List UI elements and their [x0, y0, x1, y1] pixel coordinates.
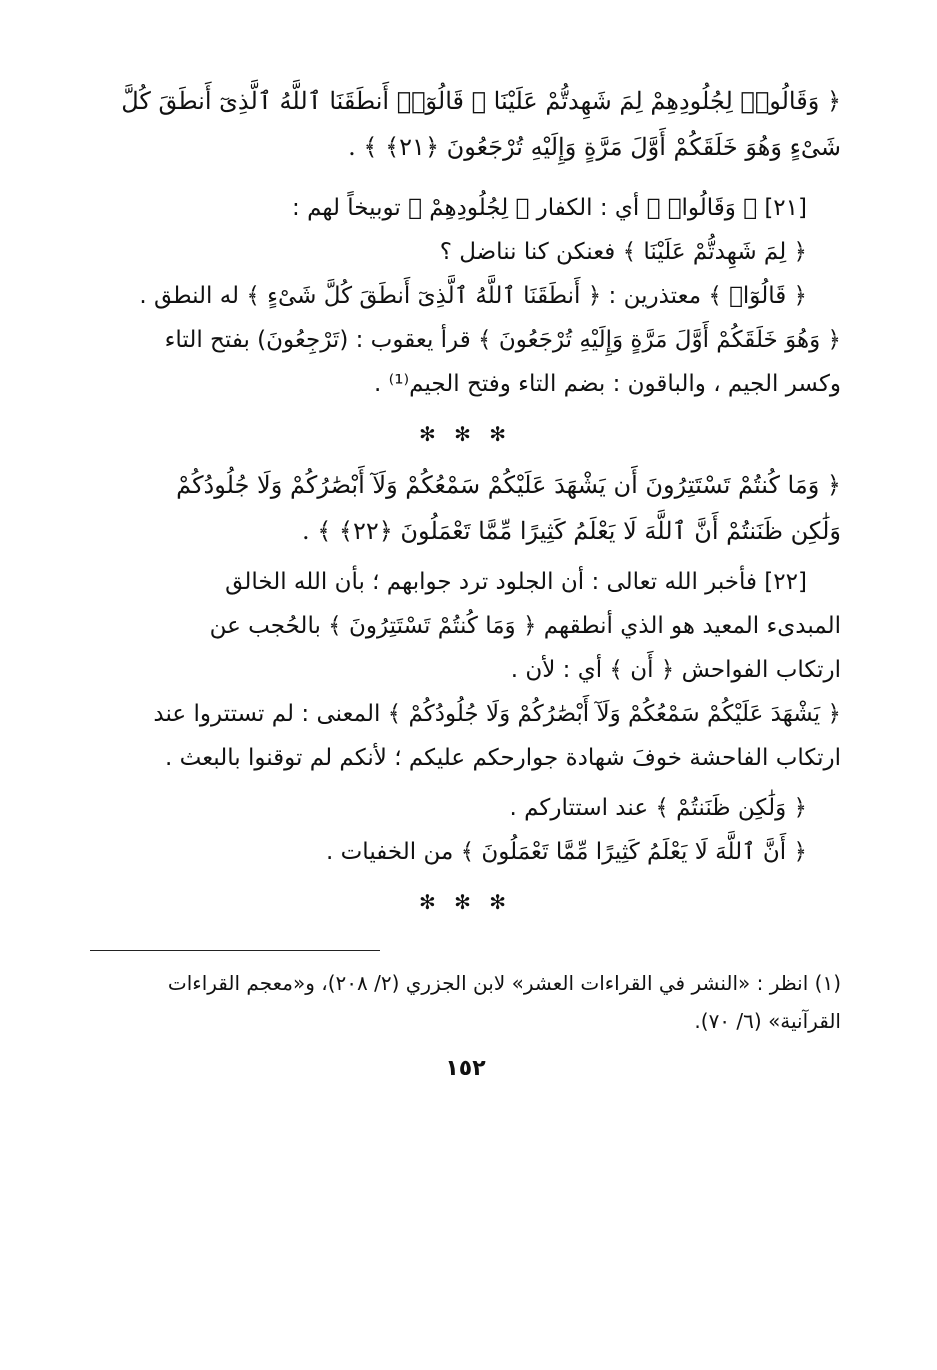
commentary-21-line-4: ﴿ وَهُوَ خَلَقَكُمْ أَوَّلَ مَرَّةٍ وَإِلَيْهِ تُرْجَعُونَ ﴾ قرأ يعقوب : (تَرْجِعُونَ) بفتح التاء — [164, 327, 841, 353]
commentary-21-line-1: [٢١] ﴿ وَقَالُوا۟ ﴾ أي : الكفار ﴿ لِجُلُودِهِمْ ﴾ توبيخاً لهم : — [292, 195, 807, 221]
commentary-22-line-2: المبدىء المعيد هو الذي أنطقهم ﴿ وَمَا كُنتُمْ تَسْتَتِرُونَ ﴾ بالحُجب عن — [209, 613, 841, 639]
verse-22-line-1: ﴿ وَمَا كُنتُمْ تَسْتَتِرُونَ أَن يَشْهَدَ عَلَيْكُمْ سَمْعُكُمْ وَلَآ أَبْصَٰرُكُمْ وَلَا جُلُودُكُمْ — [176, 471, 841, 499]
section-separator: ✻ ✻ ✻ — [419, 422, 512, 446]
section-separator-2: ✻ ✻ ✻ — [419, 890, 512, 914]
commentary-22-line-5: ارتكاب الفاحشة خوفَ شهادة جوارحكم عليكم ؛ لأنكم لم توقنوا بالبعث . — [164, 745, 841, 771]
page-number: ١٥٢ — [445, 1056, 486, 1081]
verse-21-line-2: شَىْءٍ وَهُوَ خَلَقَكُمْ أَوَّلَ مَرَّةٍ وَإِلَيْهِ تُرْجَعُونَ ﴿٢١﴾ ﴾ . — [348, 133, 841, 161]
footnote-line-2: القرآنية» (٦/ ٧٠). — [694, 1009, 841, 1033]
verse-21-line-1: ﴿ وَقَالُوا۟ لِجُلُودِهِمْ لِمَ شَهِدتُّمْ عَلَيْنَا ۖ قَالُوٓا۟ أَنطَقَنَا ٱللَّهُ ٱلَّذِىٓ أَنطَقَ كُلَّ — [121, 87, 841, 115]
commentary-21-line-5: وكسر الجيم ، والباقون : بضم التاء وفتح الجيم⁽¹⁾ . — [374, 371, 841, 397]
verse-22-line-2: وَلَٰكِن ظَنَنتُمْ أَنَّ ٱللَّهَ لَا يَعْلَمُ كَثِيرًا مِّمَّا تَعْمَلُونَ ﴿٢٢﴾ ﴾ . — [301, 517, 841, 545]
commentary-22-line-1: [٢٢] فأخبر الله تعالى : أن الجلود ترد جوابهم ؛ بأن الله الخالق — [225, 569, 807, 595]
footnote-divider — [90, 950, 380, 951]
footnote-line-1: (١) انظر : «النشر في القراءات العشر» لابن الجزري (٢/ ٢٠٨)، و«معجم القراءات — [167, 971, 841, 995]
commentary-21-line-2: ﴿ لِمَ شَهِدتُّمْ عَلَيْنَا ﴾ فعنكن كنا نناضل ؟ — [439, 239, 807, 265]
commentary-22-line-3: ارتكاب الفواحش ﴿ أَن ﴾ أي : لأن . — [510, 657, 841, 683]
commentary-21-line-3: ﴿ قَالُوٓا۟ ﴾ معتذرين : ﴿ أَنطَقَنَا ٱللَّهُ ٱلَّذِىٓ أَنطَقَ كُلَّ شَىْءٍ ﴾ له النطق . — [139, 283, 807, 309]
commentary-22-line-7: ﴿ أَنَّ ٱللَّهَ لَا يَعْلَمُ كَثِيرًا مِّمَّا تَعْمَلُونَ ﴾ من الخفيات . — [326, 839, 807, 865]
commentary-22-line-4: ﴿ يَشْهَدَ عَلَيْكُمْ سَمْعُكُمْ وَلَآ أَبْصَٰرُكُمْ وَلَا جُلُودُكُمْ ﴾ المعنى : لم تستتروا عند — [153, 701, 841, 727]
page-body — [90, 78, 841, 1081]
commentary-22-line-6: ﴿ وَلَٰكِن ظَنَنتُمْ ﴾ عند استتاركم . — [509, 795, 807, 821]
